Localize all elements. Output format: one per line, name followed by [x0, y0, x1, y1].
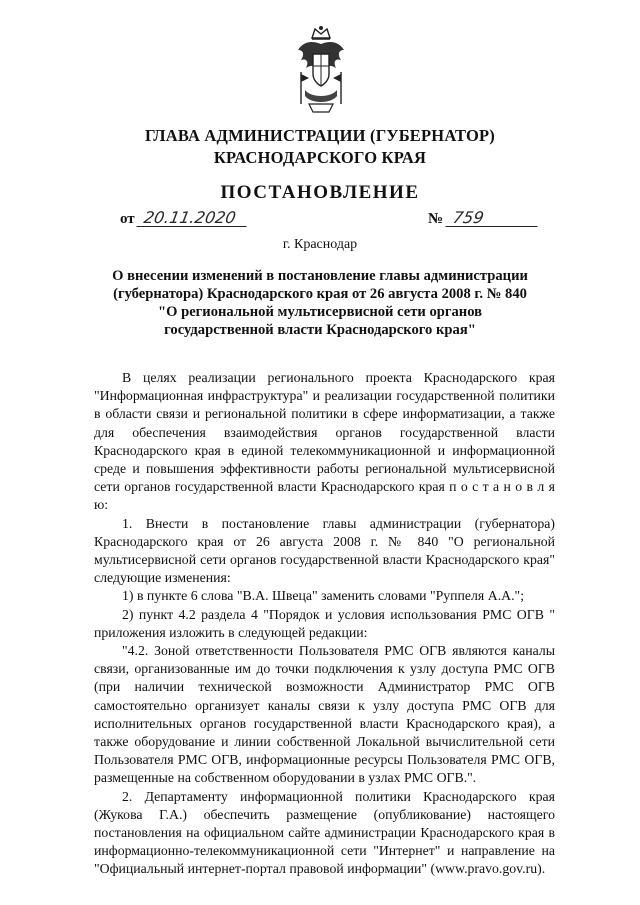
quoted-clause: "4.2. Зоной ответственности Пользователя РМС ОГВ являются каналы связи, организованные им до точки подключения к узлу доступа РМС ОГВ (при наличии технической возможности Администратор РМС ОГВ самостоятельно организует каналы связи к узлу доступа РМС ОГВ для исполнительных органов государственной власти Краснодарского края), а также оборудование и линии собственной Локальной вычислительной сети Пользователя РМС ОГВ, информационные ресурсы Пользователя РМС ОГВ, размещенные на собственном оборудовании в узлах РМС ОГВ.". — [94, 643, 555, 786]
coat-of-arms-icon — [295, 24, 347, 116]
paragraph-item-2: 2. Департаменту информационной политики Краснодарского края (Жукова Г.А.) обеспечить размещение (опубликование) настоящего постановления на официальном сайте администрации Краснодарского края в информационно-телекоммуникационной сети "Интернет" и направление на "Официальный интернет-портал правовой информации" (www.pravo.gov.ru). — [94, 788, 555, 877]
document-type: ПОСТАНОВЛЕНИЕ — [220, 182, 420, 203]
city: г. Краснодар — [282, 237, 358, 252]
number-label: № — [428, 211, 444, 227]
title-line: "О региональной мультисервисной сети органов — [157, 304, 483, 320]
preamble-paragraph: В целях реализации регионального проекта Краснодарского края "Информационная инфраструктура" и реализации государственной политики в области связи и региональной политики в сфере информатизации, а также для обеспечения взаимодействия органов государственной власти Краснодарского края в единой телекоммуникационной и информационной среде и повышения эффективности работы региональной мультисервисной сети органов государственной власти Краснодарского края п о с т а н о в л я ю: — [94, 370, 555, 513]
number-value: 759 — [445, 209, 540, 227]
subitem-1: 1) в пункте 6 слова "В.А. Швеца" заменить словами "Руппеля А.А."; — [122, 588, 525, 604]
title-line: О внесении изменений в постановление главы администрации — [112, 268, 528, 284]
document-title — [110, 267, 530, 339]
authority-region: КРАСНОДАРСКОГО КРАЯ — [213, 148, 427, 167]
subitem-2: 2) пункт 4.2 раздела 4 "Порядок и условия использования РМС ОГВ " приложения изложить в следующей редакции: — [94, 606, 555, 640]
title-line: государственной власти Краснодарского края" — [164, 322, 476, 338]
title-line: (губернатора) Краснодарского края от 26 августа 2008 г. № 840 — [113, 286, 527, 302]
number-field — [428, 209, 539, 228]
paragraph-item-1: 1. Внести в постановление главы администрации (губернатора) Краснодарского края от 26 августа 2008 г. № 840 "О региональной мультисервисной сети органов государственной власти Краснодарского края" следующие изменения: — [94, 515, 555, 586]
date-label: от — [120, 211, 135, 227]
date-value: 20.11.2020 — [137, 209, 250, 227]
document-body — [94, 369, 555, 879]
authority-title: ГЛАВА АДМИНИСТРАЦИИ (ГУБЕРНАТОР) — [145, 126, 495, 145]
date-field — [120, 209, 248, 228]
